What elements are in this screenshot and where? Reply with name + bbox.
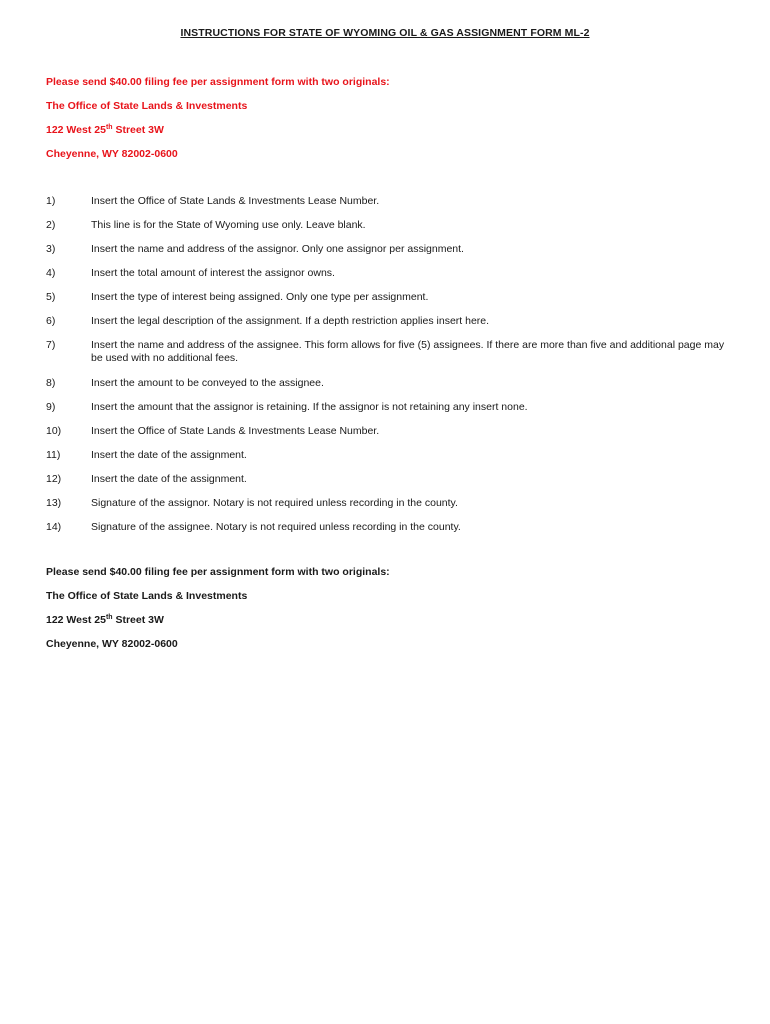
instruction-item — [46, 449, 726, 473]
header-fee-line: Please send $40.00 filing fee per assignment form with two originals: — [46, 76, 390, 88]
footer-city-line: Cheyenne, WY 82002-0600 — [46, 638, 178, 650]
header-street-suffix: Street 3W — [112, 124, 164, 136]
instruction-item — [46, 339, 726, 377]
instruction-number: 7) — [46, 339, 56, 351]
document-title: INSTRUCTIONS FOR STATE OF WYOMING OIL & GAS ASSIGNMENT FORM ML-2 — [180, 27, 590, 39]
instruction-text: Insert the date of the assignment. — [91, 473, 247, 485]
instruction-text: Insert the legal description of the assignment. If a depth restriction applies insert here. — [91, 315, 490, 327]
footer-street-address — [46, 614, 390, 638]
footer-office-name: The Office of State Lands & Investments — [46, 590, 248, 602]
instruction-item — [46, 473, 726, 497]
instruction-number: 11) — [46, 449, 61, 461]
instruction-number: 6) — [46, 315, 56, 327]
instruction-item — [46, 219, 726, 243]
instruction-text: Insert the Office of State Lands & Investments Lease Number. — [91, 425, 380, 437]
header-street-superscript: th — [105, 124, 113, 131]
instruction-item — [46, 401, 726, 425]
instruction-text: Insert the amount to be conveyed to the assignee. — [91, 377, 324, 389]
header-address-block — [46, 76, 390, 172]
instruction-item — [46, 243, 726, 267]
instruction-list — [46, 195, 726, 545]
instruction-text: Insert the type of interest being assigned. Only one type per assignment. — [91, 291, 429, 303]
instruction-text: Insert the name and address of the assignee. This form allows for five (5) assignees. If there are more than five and additional page may be used with no additional fees. — [91, 339, 725, 364]
instruction-text: This line is for the State of Wyoming use only. Leave blank. — [91, 219, 366, 231]
header-office-name: The Office of State Lands & Investments — [46, 100, 248, 112]
instruction-item — [46, 425, 726, 449]
footer-street-superscript: th — [105, 614, 113, 621]
instruction-item — [46, 377, 726, 401]
instruction-text: Insert the date of the assignment. — [91, 449, 247, 461]
footer-street-suffix: Street 3W — [112, 614, 164, 626]
instruction-text: Signature of the assignor. Notary is not required unless recording in the county. — [91, 497, 458, 509]
instruction-item — [46, 497, 726, 521]
instruction-number: 5) — [46, 291, 56, 303]
instruction-text: Insert the name and address of the assignor. Only one assignor per assignment. — [91, 243, 464, 255]
header-city-line: Cheyenne, WY 82002-0600 — [46, 148, 178, 160]
instruction-item — [46, 267, 726, 291]
footer-street-prefix: 122 West 25 — [46, 614, 106, 626]
instruction-number: 12) — [46, 473, 62, 485]
instruction-text: Insert the Office of State Lands & Investments Lease Number. — [91, 195, 380, 207]
footer-address-block — [46, 566, 390, 662]
header-street-address — [46, 124, 390, 148]
footer-fee-line: Please send $40.00 filing fee per assignment form with two originals: — [46, 566, 390, 578]
instruction-text: Signature of the assignee. Notary is not required unless recording in the county. — [91, 521, 461, 533]
instruction-item — [46, 195, 726, 219]
instruction-number: 14) — [46, 521, 62, 533]
instruction-item — [46, 315, 726, 339]
instruction-item — [46, 521, 726, 545]
instruction-number: 4) — [46, 267, 56, 279]
instruction-number: 2) — [46, 219, 56, 231]
instruction-number: 9) — [46, 401, 56, 413]
instruction-text: Insert the amount that the assignor is retaining. If the assignor is not retaining any insert none. — [91, 401, 528, 413]
instruction-number: 13) — [46, 497, 62, 509]
instruction-number: 3) — [46, 243, 56, 255]
instruction-number: 1) — [46, 195, 56, 207]
instruction-number: 10) — [46, 425, 62, 437]
instruction-item — [46, 291, 726, 315]
header-street-prefix: 122 West 25 — [46, 124, 106, 136]
instruction-number: 8) — [46, 377, 56, 389]
instruction-text: Insert the total amount of interest the assignor owns. — [91, 267, 335, 279]
